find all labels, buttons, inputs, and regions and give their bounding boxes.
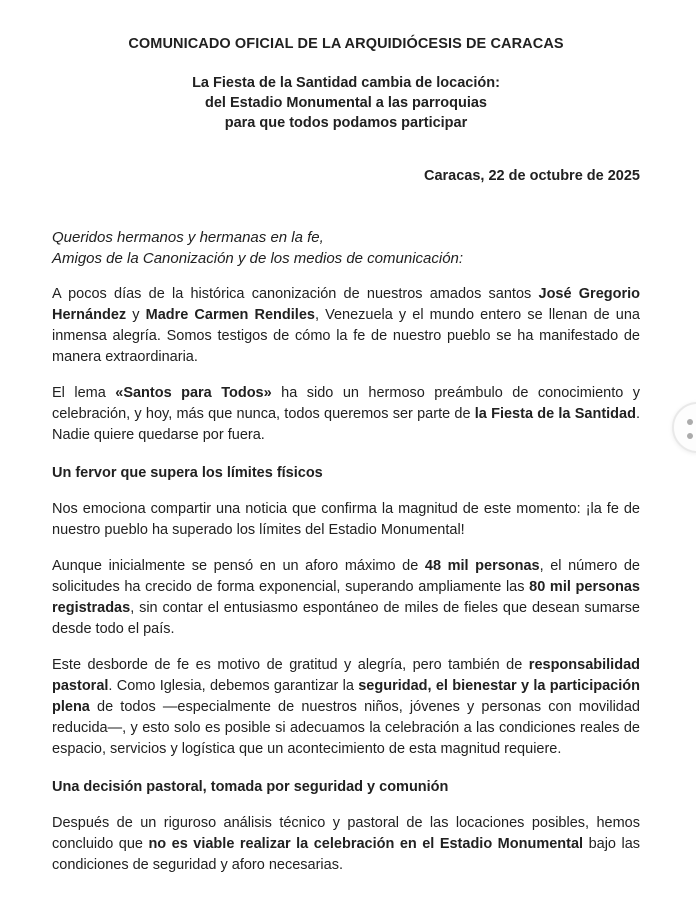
greeting xyxy=(52,227,640,269)
body-text: . Nadie quiere quedarse por fuera. xyxy=(52,406,640,443)
paragraph xyxy=(52,499,640,541)
bold-text: Madre Carmen Rendiles xyxy=(145,307,315,323)
bold-text: 48 mil personas xyxy=(424,558,540,574)
paragraph xyxy=(52,556,640,640)
body-text: A pocos días de la histórica canonización de nuestros amados santos xyxy=(52,286,539,302)
edge-floating-button[interactable] xyxy=(672,402,696,453)
section-heading: Un fervor que supera los límites físicos xyxy=(52,465,323,481)
body-text: , Venezuela y el mundo entero se llenan de una inmensa alegría. Somos testigos de cómo la fe de nuestro pueblo se ha manifestado de manera extraordinaria. xyxy=(52,307,640,365)
bold-text: «Santos para Todos» xyxy=(115,385,272,401)
bold-text: no es viable realizar la celebración en el Estadio Monumental xyxy=(148,836,584,852)
body-text: , sin contar el entusiasmo espontáneo de miles de fieles que desean sumarse desde todo el país. xyxy=(52,600,640,637)
greeting-line: Amigos de la Canonización y de los medios de comunicación: xyxy=(52,250,464,267)
greeting-line: Queridos hermanos y hermanas en la fe, xyxy=(52,229,324,246)
bold-text: José Gregorio Hernández xyxy=(52,286,640,323)
paragraph xyxy=(52,813,640,876)
body-text: Aunque inicialmente se pensó en un aforo máximo de xyxy=(52,558,425,574)
document-body xyxy=(52,284,640,876)
subtitle-line: del Estadio Monumental a las parroquias xyxy=(204,95,487,111)
subtitle-line: para que todos podamos participar xyxy=(224,115,468,131)
section-heading: Una decisión pastoral, tomada por seguridad y comunión xyxy=(52,779,449,795)
dateline: Caracas, 22 de octubre de 2025 xyxy=(423,168,640,184)
bold-text: 80 mil personas registradas xyxy=(52,579,640,616)
subtitle-line: La Fiesta de la Santidad cambia de locación: xyxy=(192,75,500,91)
bold-text: la Fiesta de la Santidad xyxy=(474,406,636,422)
bold-text: responsabilidad pastoral xyxy=(52,657,640,694)
body-text: Después de un riguroso análisis técnico y pastoral de las locaciones posibles, hemos concluido que xyxy=(52,815,640,852)
body-text: El lema xyxy=(52,385,116,401)
document-subtitle xyxy=(52,73,640,133)
document-title: COMUNICADO OFICIAL DE LA ARQUIDIÓCESIS DE CARACAS xyxy=(128,36,564,52)
bold-text: seguridad, el bienestar y la participación plena xyxy=(52,678,640,715)
body-text: Nos emociona compartir una noticia que confirma la magnitud de este momento: ¡la fe de nuestro pueblo ha superado los límites del Estadio Monumental! xyxy=(52,501,640,538)
body-text: , el número de solicitudes ha crecido de forma exponencial, superando ampliamente las xyxy=(52,558,641,595)
paragraph xyxy=(52,383,640,446)
document-column xyxy=(52,0,640,876)
body-text: y xyxy=(126,307,146,323)
body-text: ha sido un hermoso preámbulo de conocimiento y celebración, y hoy, más que nunca, todos queremos ser parte de xyxy=(52,385,640,422)
body-text: bajo las condiciones de seguridad y aforo necesarias. xyxy=(52,836,641,873)
body-text: . Como Iglesia, debemos garantizar la xyxy=(108,678,359,694)
paragraph xyxy=(52,284,640,368)
paragraph xyxy=(52,655,640,760)
body-text: de todos —especialmente de nuestros niños, jóvenes y personas con movilidad reducida—, y esto solo es posible si adecuamos la celebración a las condiciones reales de espacio, servicios y logística que un acontecimiento de esta magnitud requiere. xyxy=(52,699,640,757)
body-text: Este desborde de fe es motivo de gratitud y alegría, pero también de xyxy=(52,657,529,673)
